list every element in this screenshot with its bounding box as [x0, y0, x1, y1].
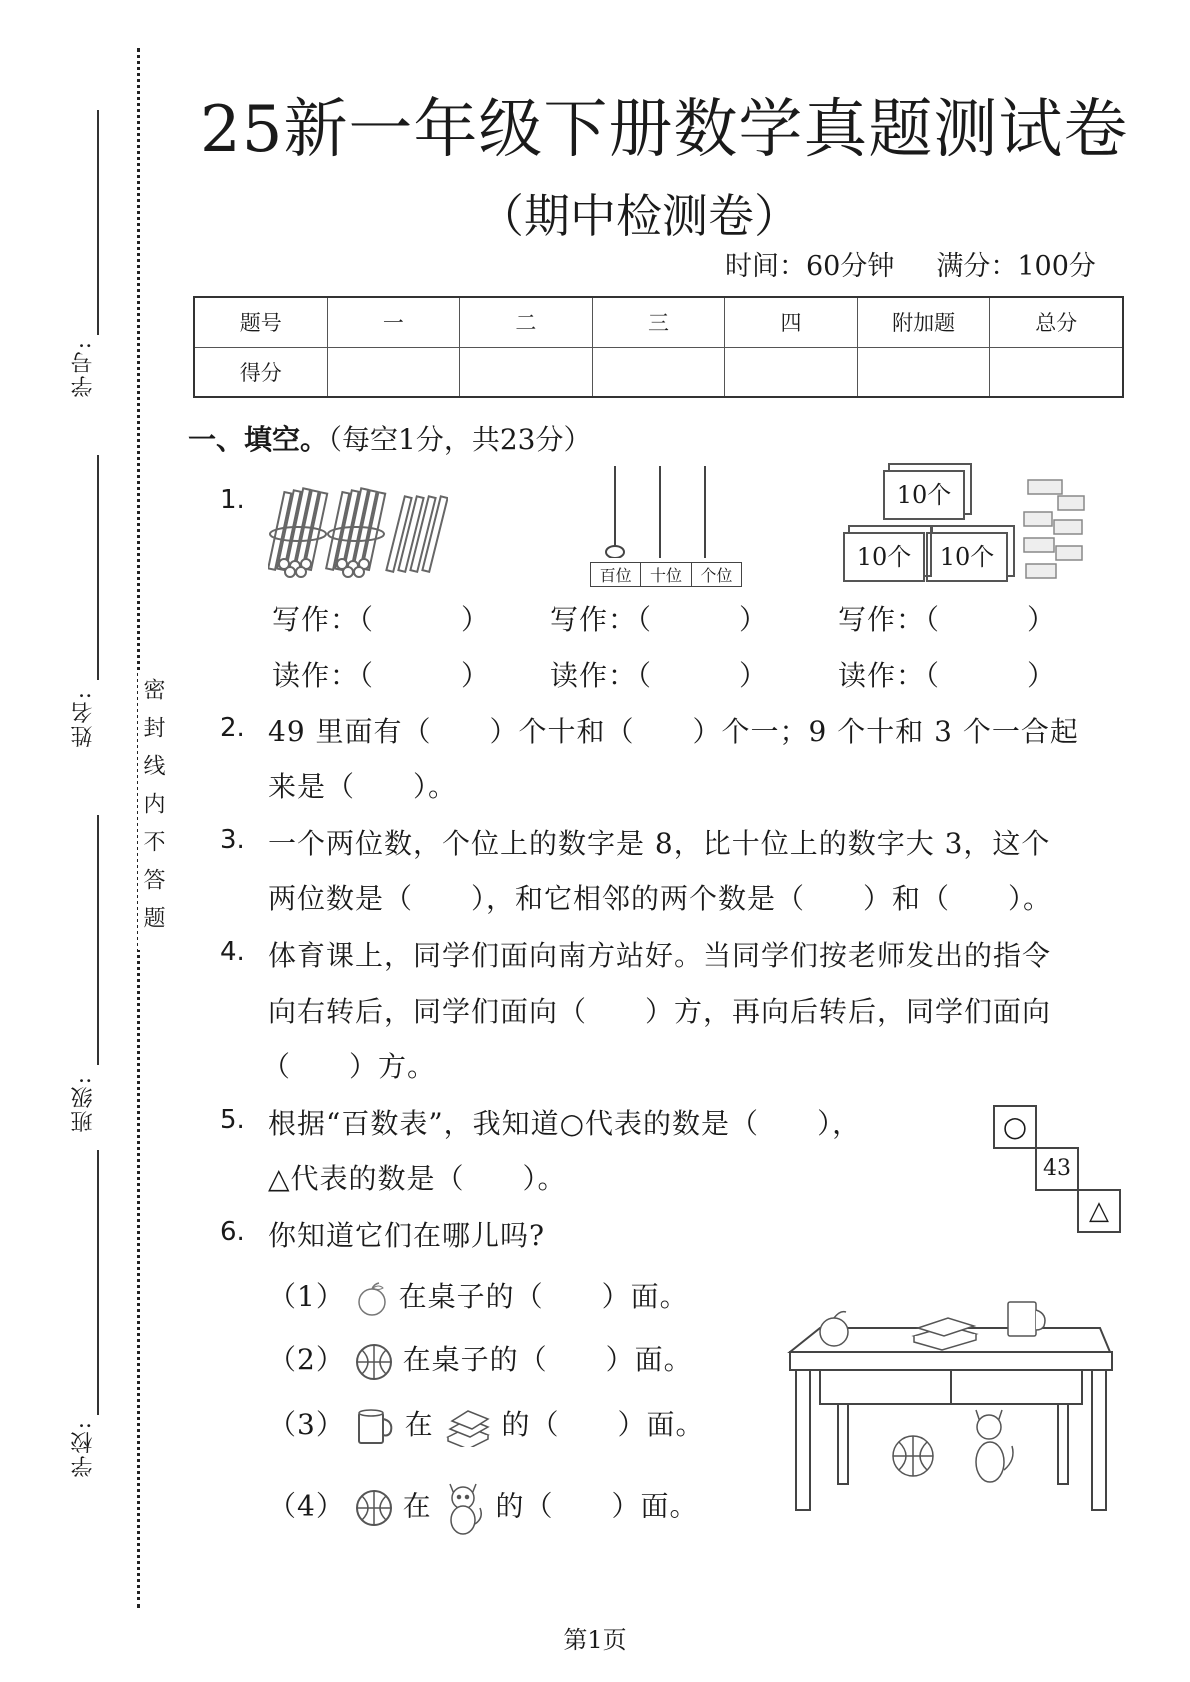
score-cell[interactable] — [725, 347, 858, 397]
score-header-cell: 总分 — [990, 297, 1123, 347]
score-header-cell: 一 — [327, 297, 460, 347]
basketball-icon — [355, 1343, 393, 1381]
floor-basketball — [893, 1436, 933, 1476]
abacus-place-labels — [590, 562, 742, 587]
question-6-number: 6. — [220, 1217, 245, 1247]
stick-bundles-image — [268, 482, 448, 582]
q6-item-number: （3） — [268, 1408, 345, 1441]
school-underline — [97, 1150, 99, 1415]
name-label: 姓名: — [71, 690, 96, 748]
cup-icon — [355, 1407, 395, 1447]
name-underline — [97, 455, 99, 680]
page-title: 25新一年级下册数学真题测试卷 — [200, 93, 1129, 167]
exam-meta — [725, 244, 1096, 283]
q6-item-text: 在桌子的（ ）面。 — [398, 1280, 689, 1313]
score-header-cell: 附加题 — [857, 297, 990, 347]
section-one-heading — [188, 418, 591, 458]
score-table-score-row — [194, 347, 1123, 397]
time-limit: 时间：60分钟 — [725, 251, 895, 282]
section-one-title: 一、填空。 — [188, 423, 329, 456]
question-1-number: 1. — [220, 485, 245, 515]
q1-write-2[interactable]: 写作：（ ） — [550, 603, 769, 636]
score-table — [193, 296, 1124, 398]
seal-warning-text: 密封线内不答题 — [138, 672, 168, 950]
q4-line-1: 体育课上，同学们面向南方站好。当同学们按老师发出的指令 — [268, 939, 1052, 972]
desk-scene-image — [780, 1300, 1120, 1520]
single-sticks-icon — [386, 496, 447, 571]
q6-item-text: 在 — [404, 1408, 434, 1441]
full-score: 满分：100分 — [936, 251, 1096, 282]
q5-line-1[interactable]: 根据“百数表”，我知道○代表的数是（ ）， — [268, 1107, 862, 1140]
question-4-number: 4. — [220, 937, 245, 967]
books-icon — [444, 1407, 492, 1447]
desk-apple — [820, 1312, 848, 1346]
q2-line-1[interactable]: 49 里面有（ ）个十和（ ）个一；9 个十和 3 个一合起 — [268, 715, 1079, 748]
score-table-header-row — [194, 297, 1123, 347]
box-icon: 10个 — [926, 532, 1008, 582]
stick-bundle-icon — [268, 488, 327, 577]
score-cell[interactable] — [327, 347, 460, 397]
floor-cat — [976, 1410, 1013, 1482]
cat-icon — [442, 1478, 486, 1538]
q1-read-2[interactable]: 读作：（ ） — [550, 659, 769, 692]
q4-line-2[interactable]: 向右转后，同学们面向（ ）方，再向后转后，同学们面向 — [268, 995, 1052, 1028]
basketball-icon — [355, 1489, 393, 1527]
q6-item-number: （4） — [268, 1489, 345, 1523]
abacus-label-tens: 十位 — [641, 563, 691, 586]
q6-item-2[interactable] — [268, 1338, 693, 1381]
question-2-number: 2. — [220, 713, 245, 743]
box-icon: 10个 — [883, 470, 965, 520]
q6-item-text-2: 的（ ）面。 — [501, 1408, 705, 1441]
page-number: 第1页 — [563, 1626, 627, 1654]
q3-line-1: 一个两位数，个位上的数字是 8，比十位上的数字大 3，这个 — [268, 827, 1051, 860]
q2-line-2[interactable]: 来是（ ）。 — [268, 770, 458, 803]
apple-icon — [355, 1281, 389, 1317]
q6-item-text: 在 — [402, 1489, 432, 1523]
q6-item-number: （2） — [268, 1343, 345, 1376]
q6-item-1[interactable] — [268, 1275, 689, 1317]
hundred-chart-circle-cell: ○ — [993, 1105, 1037, 1149]
abacus-label-ones: 个位 — [700, 566, 733, 585]
abacus-rods-icon — [590, 462, 750, 558]
student-id-underline — [97, 110, 99, 335]
q4-line-3[interactable]: （ ）方。 — [262, 1050, 437, 1083]
q1-write-1[interactable]: 写作：（ ） — [272, 603, 491, 636]
q6-item-text: 在桌子的（ ）面。 — [402, 1343, 693, 1376]
q5-line-2[interactable]: △代表的数是（ ）。 — [268, 1162, 567, 1195]
q6-item-text-2: 的（ ）面。 — [495, 1489, 699, 1523]
score-cell[interactable] — [460, 347, 593, 397]
score-header-cell: 题号 — [194, 297, 327, 347]
class-label: 班级: — [71, 1075, 96, 1133]
q1-write-3[interactable]: 写作：（ ） — [838, 603, 1057, 636]
score-header-cell: 三 — [592, 297, 725, 347]
abacus-image — [590, 462, 750, 586]
class-underline — [97, 815, 99, 1065]
q6-item-3[interactable] — [268, 1403, 704, 1447]
hundred-chart-triangle-cell: △ — [1077, 1189, 1121, 1233]
hundred-chart-number-cell: 43 — [1035, 1147, 1079, 1191]
stick-bundle-icon — [326, 488, 385, 577]
q6-line-1: 你知道它们在哪儿吗? — [268, 1219, 546, 1252]
q6-item-number: （1） — [268, 1280, 345, 1313]
score-header-cell: 二 — [460, 297, 593, 347]
score-cell[interactable] — [990, 347, 1123, 397]
score-row-label: 得分 — [194, 347, 327, 397]
q1-read-3[interactable]: 读作：（ ） — [838, 659, 1057, 692]
q6-item-4[interactable] — [268, 1478, 698, 1538]
small-boxes-icon — [1018, 474, 1088, 584]
score-cell[interactable] — [857, 347, 990, 397]
question-5-number: 5. — [220, 1105, 245, 1135]
box-icon: 10个 — [843, 532, 925, 582]
q3-line-2[interactable]: 两位数是（ ），和它相邻的两个数是（ ）和（ ）。 — [268, 882, 1053, 915]
boxes-image — [838, 470, 1088, 590]
abacus-label-hundreds: 百位 — [591, 563, 641, 586]
student-id-label: 学号: — [71, 340, 96, 398]
score-cell[interactable] — [592, 347, 725, 397]
q1-read-1[interactable]: 读作：（ ） — [272, 659, 491, 692]
school-label: 学校: — [71, 1420, 96, 1478]
page-subtitle: （期中检测卷） — [478, 189, 800, 243]
question-3-number: 3. — [220, 825, 245, 855]
section-one-note: （每空1分，共23分） — [328, 423, 592, 456]
score-header-cell: 四 — [725, 297, 858, 347]
